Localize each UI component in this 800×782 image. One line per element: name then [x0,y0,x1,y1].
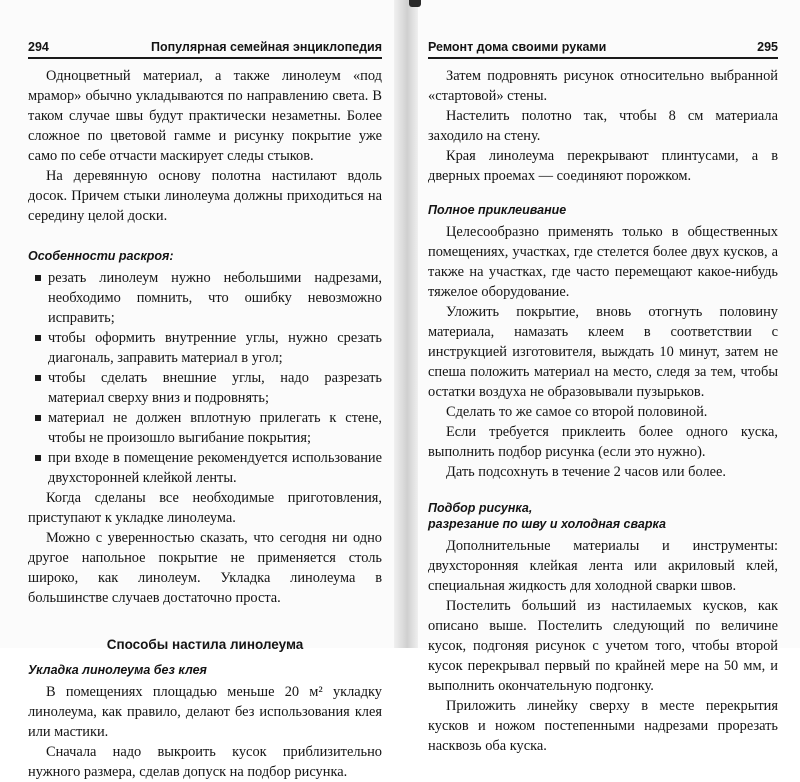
subheading-no-glue: Укладка линолеума без клея [28,663,207,677]
paragraph: Постелить больший из настилаемых кусков, как описано выше. Постелить следующий по величине кусок, подгоняя рисунок с учетом того, чтобы второй кусок перекрывал первый по крайней мере на 50 мм, и выполнить окончательную подгонку. [428,598,778,694]
paragraph: Настелить полотно так, чтобы 8 см материала заходило на стену. [428,108,778,144]
subheading-pattern-matching: Подбор рисунка, [428,501,533,515]
list-item: при входе в помещение рекомендуется использование двухсторонней клейкой ленты. [28,448,382,488]
list-item: чтобы оформить внутренние углы, нужно срезать диагональ, заправить материал в угол; [28,328,382,368]
left-page [0,0,392,780]
right-page-body [428,66,778,756]
list-item: чтобы сделать внешние углы, надо разрезать материал сверху вниз и подровнять; [28,368,382,408]
page-number: 294 [28,40,49,54]
paragraph: Сначала надо выкроить кусок приблизительно нужного размера, сделав допуск на подбор рисунка. [28,744,382,780]
paragraph: Уложить покрытие, вновь отогнуть половину материала, намазать клеем в соответствии с инструкцией изготовителя, выждать 10 минут, затем не спеша положить материал на место, следя за тем, чтобы остатки воздуха не образовывали пузырьков. [428,304,778,400]
paragraph: Целесообразно применять только в общественных помещениях, участках, где стелется более двух кусков, а также на участках, где часто перемещают какое-нибудь тяжелое оборудование. [428,224,778,300]
cutting-tips-list [28,268,382,488]
left-running-head [28,40,382,59]
paragraph: В помещениях площадью меньше 20 м² укладку линолеума, как правило, делают без использования клея или мастики. [28,684,382,740]
paragraph: На деревянную основу полотна настилают вдоль досок. Причем стыки линолеума должны приходиться на середину целой доски. [28,168,382,224]
right-page [420,0,800,754]
paragraph: Затем подровнять рисунок относительно выбранной «стартовой» стены. [428,68,778,104]
paragraph: Одноцветный материал, а также линолеум «под мрамор» обычно укладываются по направлению света. В таком случае швы будут практически незаметны. Более сложное по цветовой гамме и рисунку покрытие уже само по себе отчасти маскирует следы стыков. [28,68,382,164]
running-title: Ремонт дома своими руками [428,40,607,54]
paragraph: Можно с уверенностью сказать, что сегодня ни одно другое напольное покрытие не применяется столь широко, как линолеум. Укладка линолеума в большинстве случаев достаточно проста. [28,530,382,606]
subheading-cutting: Особенности раскроя: [28,249,174,263]
paragraph: Когда сделаны все необходимые приготовления, приступают к укладке линолеума. [28,490,382,526]
subheading-full-gluing: Полное приклеивание [428,203,567,217]
paragraph: Сделать то же самое со второй половиной. [446,404,708,420]
page-number: 295 [757,40,778,54]
subheading-seam-welding: разрезание по шву и холодная сварка [428,517,666,531]
right-running-head [428,40,778,59]
paragraph: Приложить линейку сверху в месте перекрытия кусков и ножом постепенными надрезами прорезать насквозь оба куска. [428,698,778,754]
book-gutter [394,0,418,648]
paragraph: Дать подсохнуть в течение 2 часов или более. [446,464,727,480]
paragraph: Если требуется приклеить более одного куска, выполнить подбор рисунка (если это нужно). [428,424,778,460]
section-heading: Способы настила линолеума [106,637,304,652]
list-item: материал не должен вплотную прилегать к стене, чтобы не произошло выгибание покрытия; [28,408,382,448]
list-item: резать линолеум нужно небольшими надрезами, необходимо помнить, что ошибку невозможно исправить; [28,268,382,328]
paragraph: Дополнительные материалы и инструменты: двухсторонняя клейкая лента или акриловый клей, специальная жидкость для холодной сварки швов. [428,538,778,594]
paragraph: Края линолеума перекрывают плинтусами, а в дверных проемах — соединяют порожком. [428,148,778,184]
running-title: Популярная семейная энциклопедия [150,40,382,54]
left-page-body [28,66,382,782]
